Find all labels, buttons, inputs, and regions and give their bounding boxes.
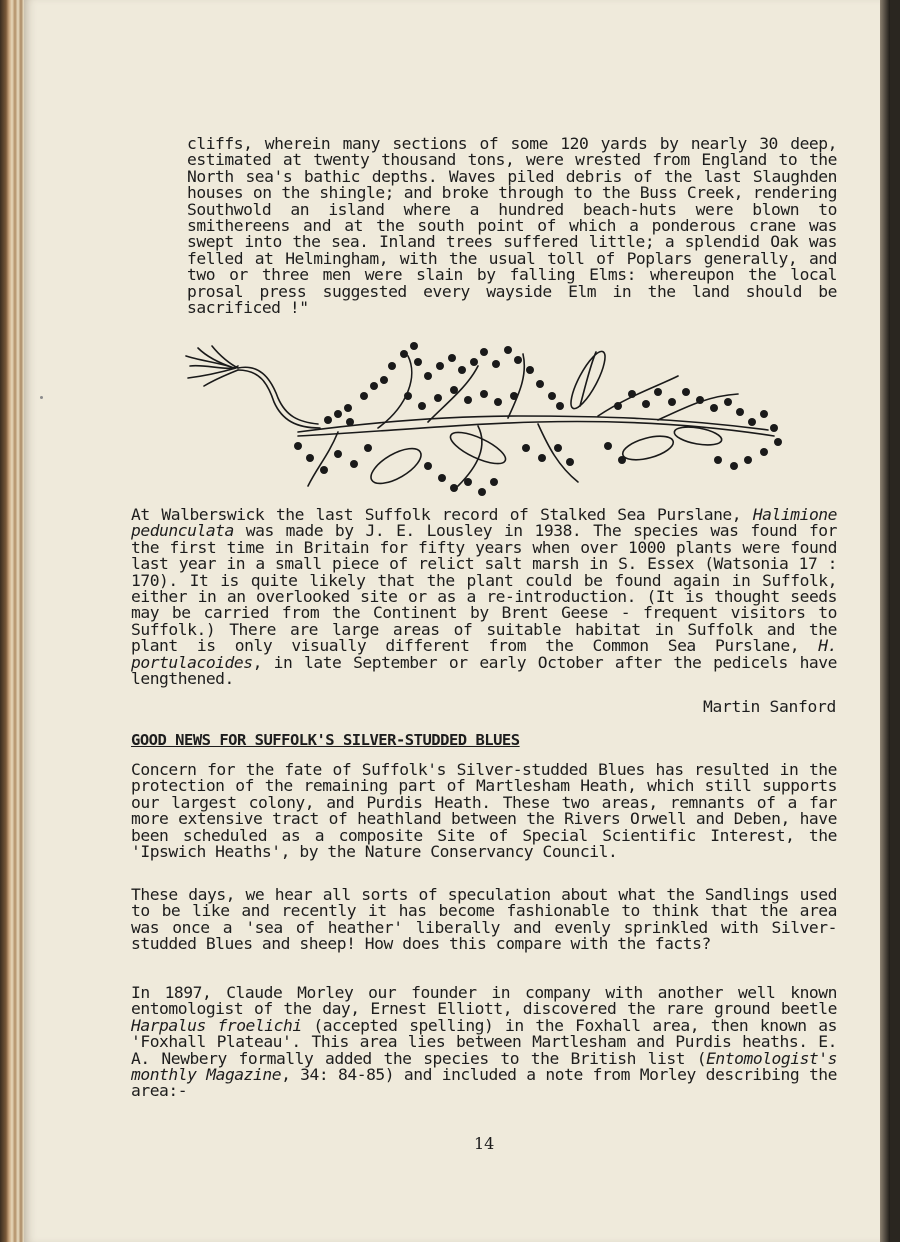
paragraph-sandlings xyxy=(131,887,837,953)
paragraph-1897 xyxy=(131,985,837,1100)
p1897-text-1: In 1897, Claude Morley our founder in company with another well known entomologist of the day, Ernest Elliott, discovered the rare ground beetle xyxy=(131,983,837,1019)
paragraph-concern xyxy=(131,762,837,860)
species-portulacoides: H. portulacoides xyxy=(131,636,837,672)
p1897-text-3: , 34: 84-85) and included a note from Morley describing the area:- xyxy=(131,1065,838,1101)
journal-title: Entomologist's monthly Magazine xyxy=(131,1048,837,1085)
section-heading: GOOD NEWS FOR SUFFOLK'S SILVER-STUDDED BLUES xyxy=(131,731,520,749)
paragraph-concern-text: Concern for the fate of Suffolk's Silver-studded Blues has resulted in the protection of the remaining part of Martlesham Heath, which still supports our largest colony, and Purdis Heath. These two areas, remnants of a far more extensive tract of heathland between the Rivers Orwell and Deben, have been scheduled as a composite Site of Special Scientific Interest, the 'Ipswich Heaths', by the Nature Conservancy Council. xyxy=(131,760,837,862)
p1897-text-2: (accepted spelling) in the Foxhall area, then known as 'Foxhall Plateau'. This area lies between Martlesham and Purdis heaths. E. A. Newbery formally added the species to the British list ( xyxy=(131,1015,837,1068)
walberswick-text-2: was made by J. E. Lousley in 1938. The species was found for the first time in Britain for fifty years when over 1000 plants were found last year in a small piece of relict salt marsh in S. Essex (Watsonia 17 : 170). It is quite likely that the plant could be found again in Suffolk, either in an overlooked site or as a re-introduction. (It is thought seeds may be carried from the Continent by Brent Geese - frequent visitors to Suffolk.) There are large areas of suitable habitat in Suffolk and the plant is only visually different from the Common Sea Purslane, xyxy=(131,521,837,656)
paragraph-sandlings-text: These days, we hear all sorts of speculation about what the Sandlings used to be like and recently it has become fashionable to think that the area was once a 'sea of heather' liberally and evenly sprinkled with Silver-studded Blues and sheep! How does this compare with the facts? xyxy=(131,885,837,954)
paragraph-walberswick xyxy=(131,507,837,687)
author-signature: Martin Sanford xyxy=(702,697,836,716)
paragraph-cliffs-text: cliffs, wherein many sections of some 120 yards by nearly 30 deep, estimated at twenty thousand tons, were wrested from England to the North sea's bathic depths. Waves piled debris of the last Slaughden houses on the shingle; and broke through to the Buss Creek, rendering Southwold an island where a hundred beach-huts were blown to smithereens and at the south point of which a ponderous crane was swept into the sea. Inland trees suffered little; a splendid Oak was felled at Helmingham, with the usual toll of Poplars generally, and two or three men were slain by falling Elms: whereupon the local prosal press suggested every wayside Elm in the land should be sacrificed !" xyxy=(187,134,837,318)
species-harpalus: Harpalus froelichi xyxy=(131,1015,302,1035)
page-mark xyxy=(40,396,43,399)
page-number: 14 xyxy=(474,1134,495,1153)
walberswick-text-3: , in late September or early October after the pedicels have lengthened. xyxy=(131,652,837,689)
page-edge-shadow xyxy=(880,0,890,1242)
walberswick-text-1: At Walberswick the last Suffolk record of Stalked Sea Purslane, xyxy=(131,505,753,524)
species-halimione: Halimione pedunculata xyxy=(131,505,837,541)
paragraph-cliffs xyxy=(187,136,837,316)
sea-purslane-illustration xyxy=(178,336,790,502)
